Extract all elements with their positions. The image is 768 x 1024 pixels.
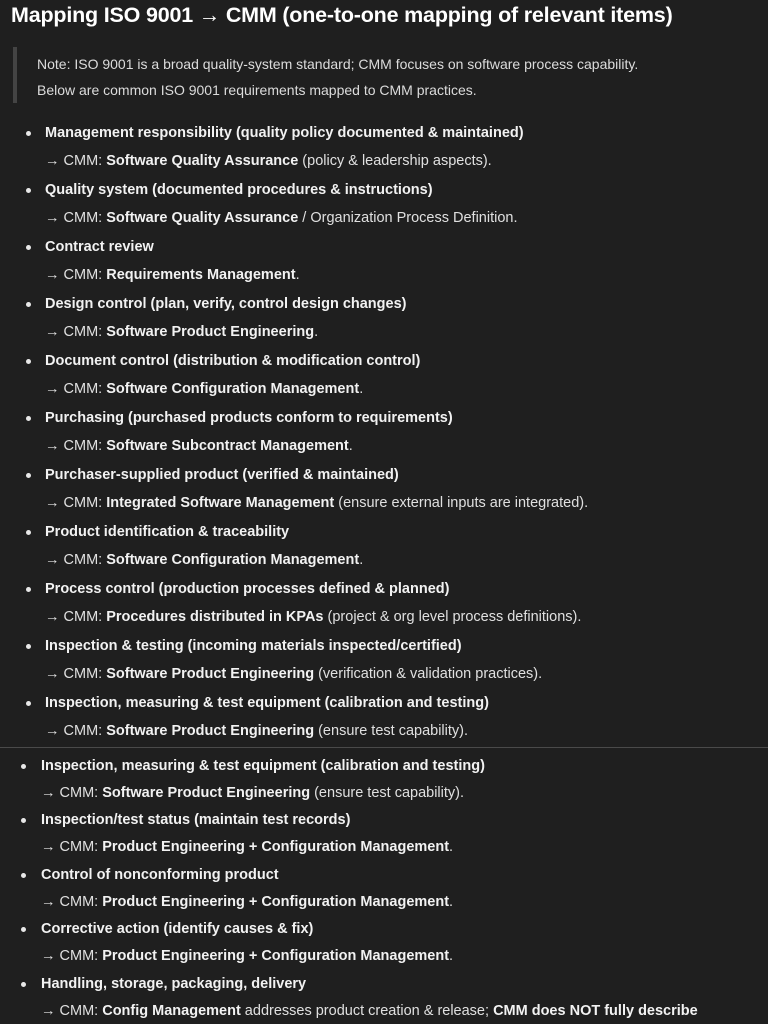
cmm-mapping: [41, 1001, 698, 1021]
mapping-detail: (ensure external inputs are integrated).: [334, 495, 589, 511]
bullet-icon: [21, 873, 26, 878]
cmm-mapping: [41, 946, 453, 966]
cmm-mapping: [45, 493, 588, 513]
cmm-mapping: [45, 208, 518, 228]
bullet-icon: [26, 245, 31, 250]
iso-requirement: Document control (distribution & modification control): [45, 353, 421, 369]
mapping-detail: addresses product creation & release;: [240, 1002, 494, 1019]
mapping-prefix: → CMM:: [45, 438, 107, 454]
cmm-practice: Software Quality Assurance: [106, 153, 299, 169]
iso-requirement: Inspection & testing (incoming materials inspected/certified): [45, 638, 462, 654]
cmm-mapping: [45, 322, 318, 342]
mapping-prefix: → CMM:: [41, 1002, 103, 1019]
iso-requirement: Purchasing (purchased products conform to requirements): [45, 410, 453, 426]
mapping-detail: .: [314, 324, 319, 340]
cmm-mapping: [45, 151, 492, 171]
bullet-icon: [26, 587, 31, 592]
cmm-practice: Product Engineering + Configuration Management: [102, 893, 450, 910]
mapping-detail: (project & org level process definitions).: [323, 609, 582, 625]
cmm-mapping: [45, 721, 468, 741]
mapping-detail: .: [449, 948, 454, 965]
cmm-mapping: [45, 550, 363, 570]
list-item: [0, 806, 768, 860]
note-line-2: Below are common ISO 9001 requirements mapped to CMM practices.: [37, 82, 477, 98]
iso-requirement: Inspection, measuring & test equipment (calibration and testing): [41, 758, 485, 774]
cmm-practice: Product Engineering + Configuration Management: [102, 839, 450, 856]
list-item: [0, 632, 768, 689]
mapping-prefix: → CMM:: [45, 381, 107, 397]
mapping-detail: .: [295, 267, 300, 283]
bullet-icon: [21, 982, 26, 987]
mapping-prefix: → CMM:: [45, 495, 107, 511]
mapping-detail: .: [449, 839, 454, 856]
list-item: [0, 461, 768, 518]
cmm-practice: Requirements Management: [106, 267, 296, 283]
mapping-prefix: → CMM:: [45, 609, 107, 625]
bullet-icon: [26, 359, 31, 364]
iso-requirement: Process control (production processes defined & planned): [45, 581, 450, 597]
cmm-practice: Software Configuration Management: [106, 381, 360, 397]
bullet-icon: [26, 188, 31, 193]
cmm-practice: Product Engineering + Configuration Management: [102, 948, 450, 965]
note-line-1: Note: ISO 9001 is a broad quality-system standard; CMM focuses on software process capability.: [37, 56, 639, 72]
cmm-practice: Software Product Engineering: [106, 666, 315, 682]
mapping-list: [0, 119, 768, 746]
cmm-note: CMM does NOT fully describe: [493, 1002, 698, 1019]
mapping-detail: (ensure test capability).: [310, 785, 465, 801]
iso-requirement: Handling, storage, packaging, delivery: [41, 975, 307, 992]
cmm-practice: Software Subcontract Management: [106, 438, 349, 454]
cmm-mapping: [41, 892, 453, 912]
bullet-icon: [26, 302, 31, 307]
iso-requirement: Product identification & traceability: [45, 524, 290, 540]
mapping-detail: (policy & leadership aspects).: [298, 153, 492, 169]
list-item: [0, 915, 768, 969]
cmm-practice: Config Management: [102, 1002, 241, 1019]
mapping-prefix: → CMM:: [45, 552, 107, 568]
mapping-detail: .: [359, 552, 364, 568]
list-item: [0, 404, 768, 461]
list-item: [0, 233, 768, 290]
iso-requirement: Quality system (documented procedures & instructions): [45, 182, 433, 198]
bullet-icon: [21, 818, 26, 823]
list-item: [0, 119, 768, 176]
page-title: Mapping ISO 9001 → CMM (one-to-one mapping of relevant items): [11, 3, 673, 27]
list-item: [0, 575, 768, 632]
bullet-icon: [26, 530, 31, 535]
mapping-prefix: → CMM:: [45, 210, 107, 226]
mapping-prefix: → CMM:: [45, 723, 107, 739]
cmm-mapping: [45, 607, 581, 627]
iso-requirement: Inspection, measuring & test equipment (calibration and testing): [45, 695, 489, 711]
section-divider: [0, 747, 768, 748]
list-item: [0, 752, 768, 806]
bullet-icon: [26, 473, 31, 478]
bullet-icon: [26, 131, 31, 136]
list-item: [0, 176, 768, 233]
cmm-mapping: [45, 379, 363, 399]
iso-requirement: Design control (plan, verify, control design changes): [45, 296, 407, 312]
cmm-mapping: [45, 436, 353, 456]
mapping-detail: (ensure test capability).: [314, 723, 469, 739]
mapping-prefix: → CMM:: [45, 324, 107, 340]
mapping-list-continued: [0, 752, 768, 1024]
cmm-mapping: [41, 783, 464, 803]
mapping-prefix: → CMM:: [45, 666, 107, 682]
cmm-mapping: [41, 837, 453, 857]
bullet-icon: [21, 764, 26, 769]
mapping-detail: .: [359, 381, 364, 397]
list-item: [0, 347, 768, 404]
mapping-prefix: → CMM:: [41, 839, 103, 856]
cmm-practice: Software Quality Assurance: [106, 210, 299, 226]
mapping-detail: (verification & validation practices).: [314, 666, 543, 682]
list-item: [0, 290, 768, 347]
cmm-practice: Software Product Engineering: [106, 723, 315, 739]
mapping-prefix: → CMM:: [41, 893, 103, 910]
mapping-prefix: → CMM:: [41, 948, 103, 965]
mapping-prefix: → CMM:: [45, 267, 107, 283]
iso-requirement: Contract review: [45, 239, 154, 255]
iso-requirement: Management responsibility (quality policy documented & maintained): [45, 125, 524, 141]
list-item: [0, 861, 768, 915]
mapping-detail: / Organization Process Definition.: [298, 210, 518, 226]
bullet-icon: [26, 701, 31, 706]
list-item: [0, 689, 768, 746]
iso-requirement: Corrective action (identify causes & fix): [41, 921, 314, 938]
mapping-prefix: → CMM:: [41, 785, 103, 801]
mapping-detail: .: [348, 438, 353, 454]
mapping-detail: .: [449, 893, 454, 910]
mapping-prefix: → CMM:: [45, 153, 107, 169]
cmm-practice: Integrated Software Management: [106, 495, 335, 511]
iso-requirement: Purchaser-supplied product (verified & maintained): [45, 467, 399, 483]
cmm-practice: Software Product Engineering: [106, 324, 315, 340]
bullet-icon: [26, 644, 31, 649]
list-item: [0, 970, 768, 1024]
cmm-mapping: [45, 265, 300, 285]
cmm-practice: Procedures distributed in KPAs: [106, 609, 324, 625]
iso-requirement: Control of nonconforming product: [41, 866, 279, 883]
note-blockquote: [13, 47, 758, 103]
bullet-icon: [21, 927, 26, 932]
cmm-practice: Software Configuration Management: [106, 552, 360, 568]
iso-requirement: Inspection/test status (maintain test records): [41, 812, 351, 829]
cmm-mapping: [45, 664, 542, 684]
list-item: [0, 518, 768, 575]
bullet-icon: [26, 416, 31, 421]
cmm-practice: Software Product Engineering: [102, 785, 311, 801]
